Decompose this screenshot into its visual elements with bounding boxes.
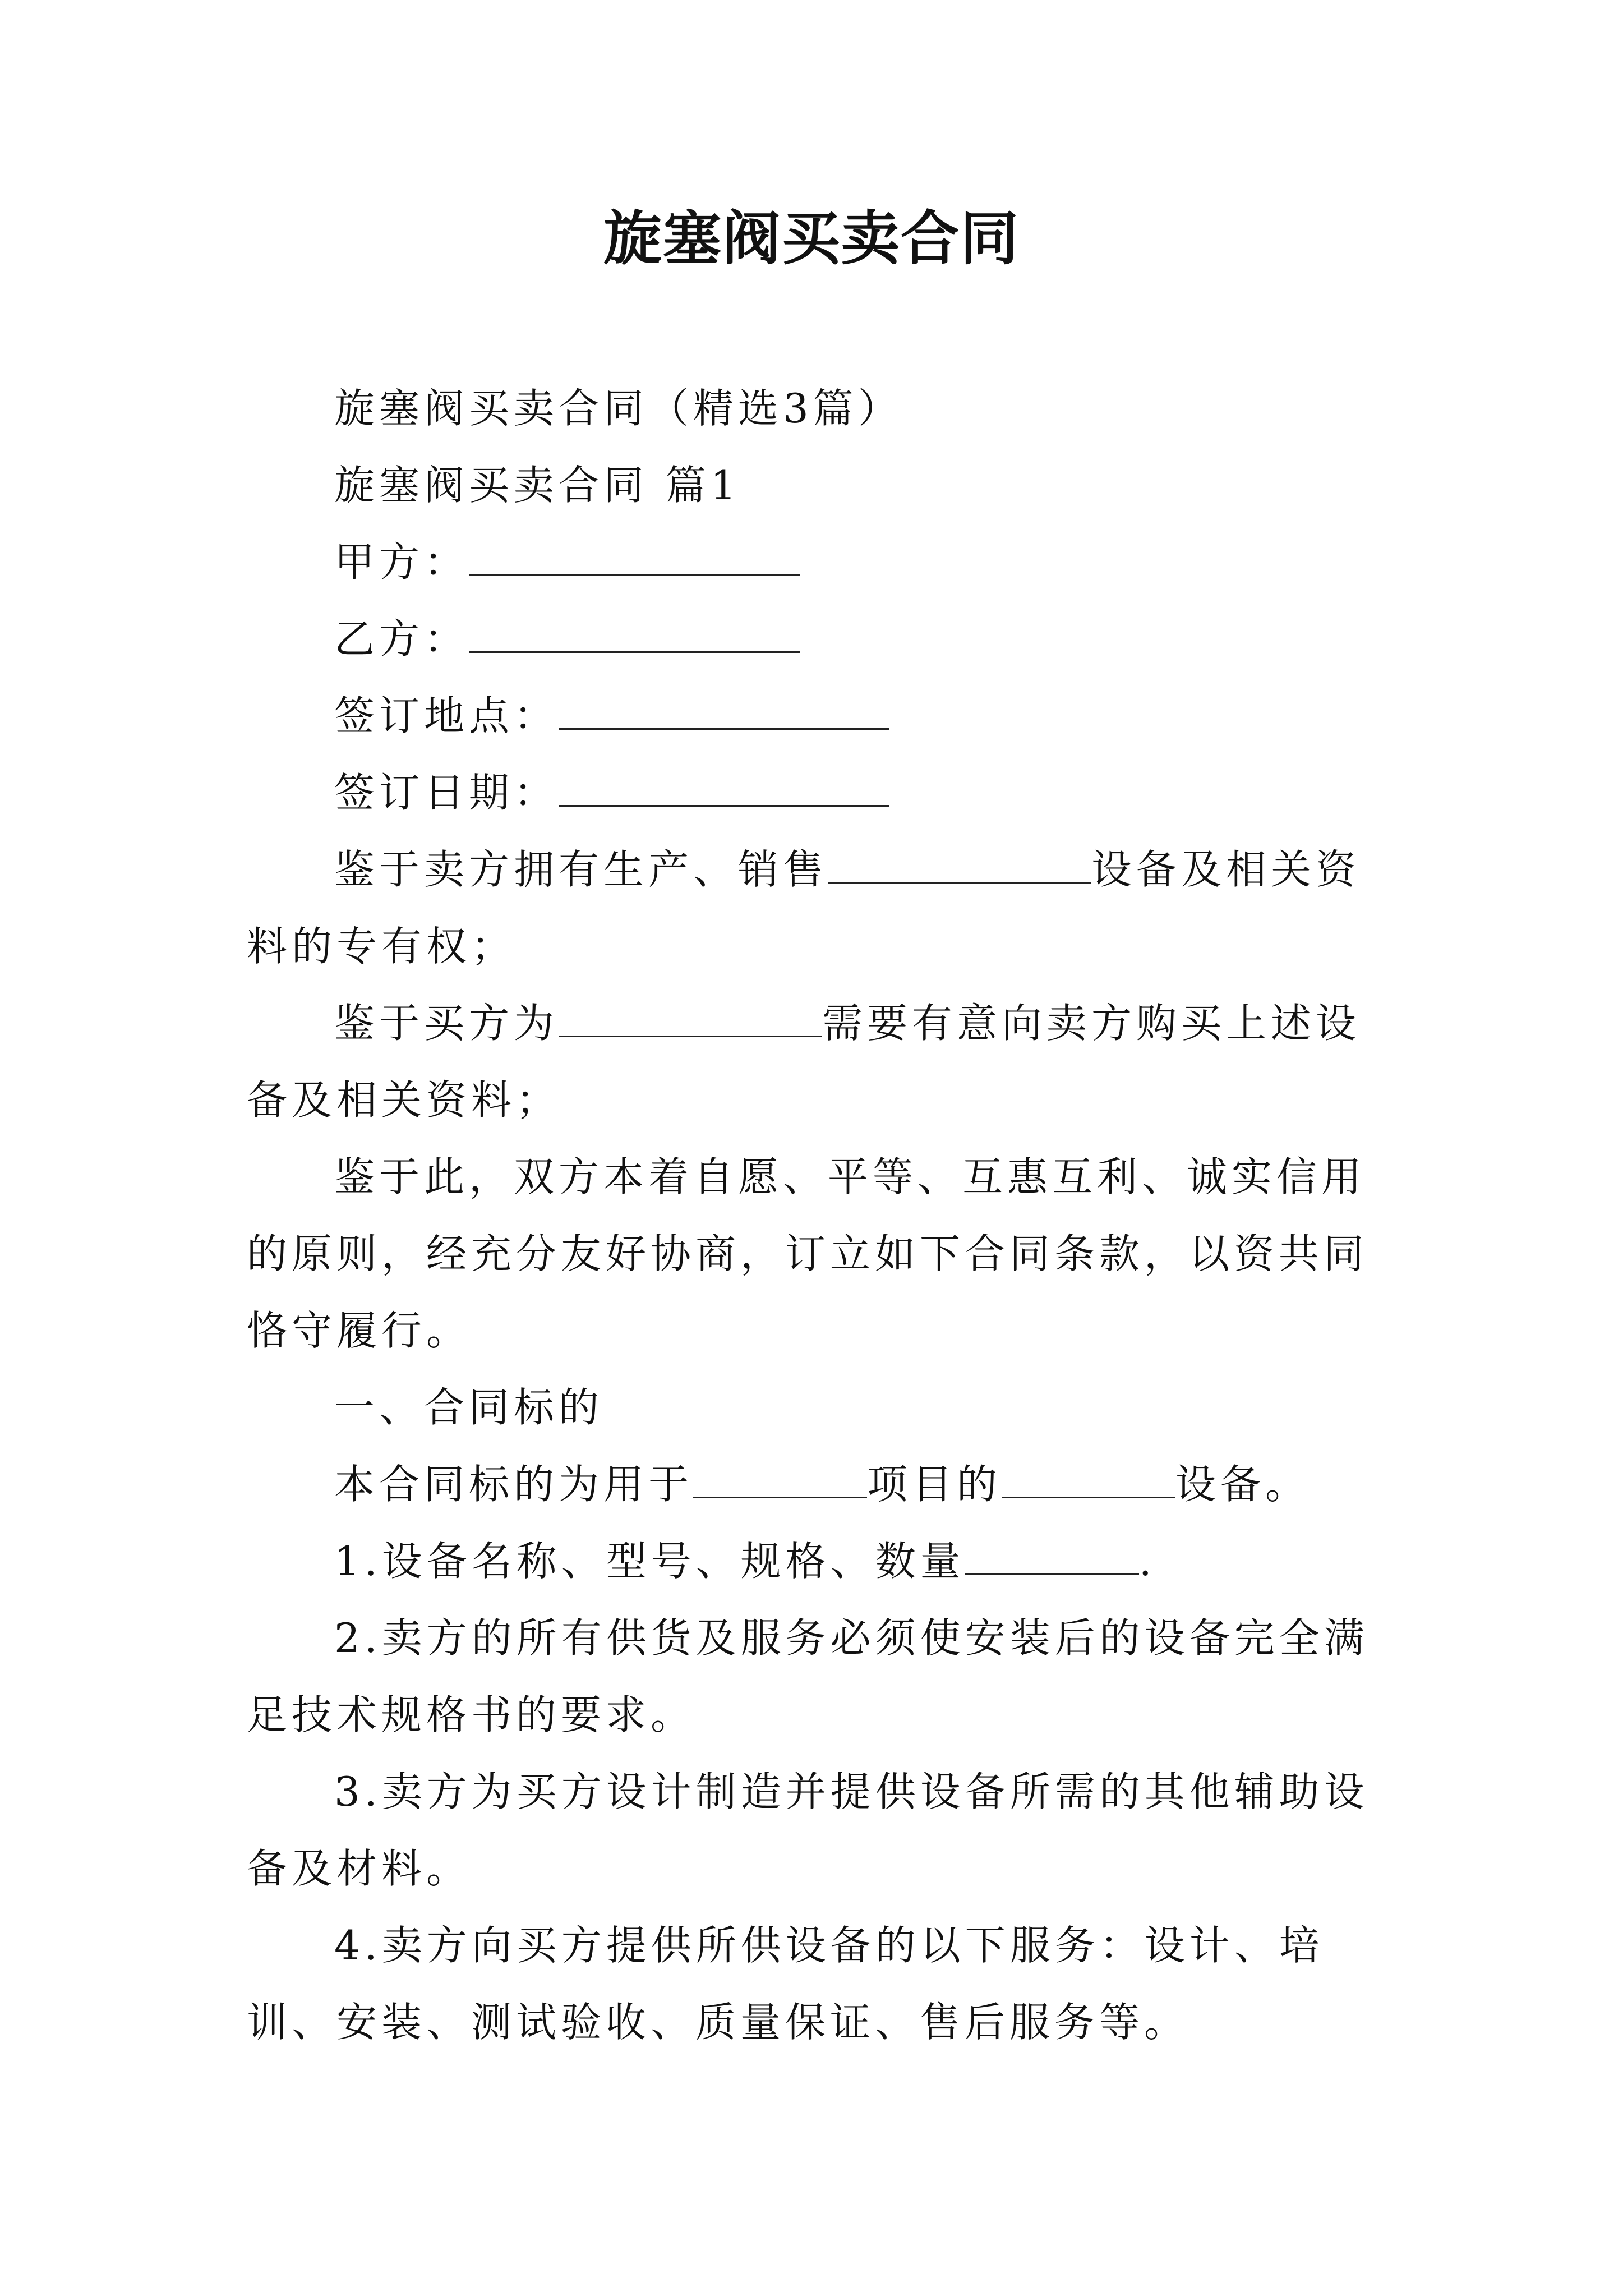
recital-3: 鉴于此，双方本着自愿、平等、互惠互利、诚实信用的原则，经充分友好协商，订立如下合同条款，以资共同恪守履行。 xyxy=(247,1153,1369,1354)
item-3: 3.卖方为买方设计制造并提供设备所需的其他辅助设备及材料。 xyxy=(247,1768,1369,1892)
clause-1-text-b: 项目的 xyxy=(867,1461,1002,1508)
party-a-label: 甲方： xyxy=(334,539,469,586)
party-b-blank xyxy=(469,619,800,653)
recital-1 xyxy=(247,831,1391,985)
sign-place-label: 签订地点： xyxy=(334,692,559,739)
sign-date-line xyxy=(247,754,1391,831)
sign-place-line xyxy=(247,678,1391,754)
document-body xyxy=(247,370,1391,2061)
party-b-line xyxy=(247,601,1391,678)
item-4: 4.卖方向买方提供所供设备的以下服务：设计、培训、安装、测试验收、质量保证、售后服务等。 xyxy=(247,1922,1324,2046)
clause-1-heading: 一、合同标的 xyxy=(334,1384,604,1431)
party-b-label: 乙方： xyxy=(334,615,469,662)
recital-1-part-b: 设备及相关资料的专有权； xyxy=(247,846,1361,970)
item-1-text: 1.设备名称、型号、规格、数量 xyxy=(334,1538,965,1585)
clause-1-text-c: 设备。 xyxy=(1175,1461,1311,1508)
recital-1-part-a: 鉴于卖方拥有生产、销售 xyxy=(334,846,828,893)
clause-1-text xyxy=(247,1446,1391,1523)
item-1-blank xyxy=(965,1541,1139,1575)
recital-2-blank xyxy=(559,1003,822,1037)
clause-1-blank-equipment xyxy=(1002,1464,1175,1498)
sign-date-blank xyxy=(559,772,889,807)
recital-1-blank xyxy=(828,849,1091,884)
recital-2 xyxy=(247,985,1391,1139)
clause-1-blank-project xyxy=(693,1464,867,1498)
party-a-line xyxy=(247,524,1391,601)
item-1 xyxy=(247,1523,1391,1600)
sign-place-blank xyxy=(559,696,889,730)
recital-2-part-a: 鉴于买方为 xyxy=(334,1000,559,1047)
item-2: 2.卖方的所有供货及服务必须使安装后的设备完全满足技术规格书的要求。 xyxy=(247,1614,1369,1738)
recital-2-part-b: 需要有意向卖方购买上述设备及相关资料； xyxy=(247,1000,1361,1124)
clause-1-text-a: 本合同标的为用于 xyxy=(334,1461,694,1508)
item-1-end: . xyxy=(1138,1538,1156,1585)
party-a-blank xyxy=(469,542,800,576)
subtitle: 旋塞阀买卖合同（精选3篇） xyxy=(334,385,903,432)
document-title: 旋塞阀买卖合同 xyxy=(603,204,1020,273)
section-heading: 旋塞阀买卖合同 篇1 xyxy=(334,462,741,509)
sign-date-label: 签订日期： xyxy=(334,769,559,816)
